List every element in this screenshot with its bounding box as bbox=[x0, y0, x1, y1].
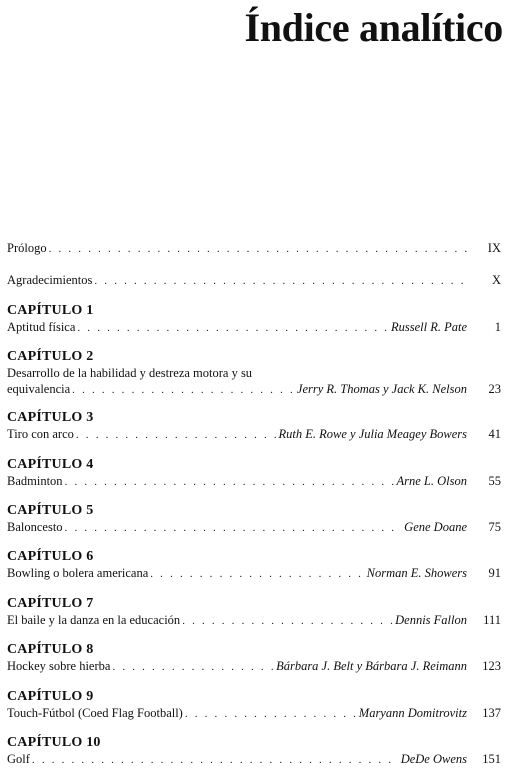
entry-title: Baloncesto bbox=[7, 520, 63, 534]
page-title: Índice analítico bbox=[244, 5, 503, 50]
entry-author: Maryann Domitrovitz bbox=[358, 706, 467, 720]
toc-entry-chapter-2[interactable] bbox=[7, 349, 501, 398]
toc-line bbox=[7, 705, 501, 722]
page-number: IX bbox=[487, 241, 501, 255]
entry-title: El baile y la danza en la educación bbox=[7, 613, 181, 627]
entry-title: Prólogo bbox=[7, 241, 47, 255]
toc-entry-chapter-7[interactable] bbox=[7, 596, 501, 629]
toc-line bbox=[7, 319, 501, 336]
chapter-heading: CAPÍTULO 10 bbox=[7, 735, 101, 750]
entry-title: Golf bbox=[7, 752, 30, 766]
dot-leader bbox=[182, 613, 393, 629]
chapter-heading: CAPÍTULO 9 bbox=[7, 689, 94, 704]
entry-title: Agradecimientos bbox=[7, 273, 93, 287]
entry-title: Tiro con arco bbox=[7, 427, 74, 441]
dot-leader bbox=[72, 382, 295, 398]
page-number: 91 bbox=[488, 566, 501, 580]
toc-line bbox=[7, 565, 501, 582]
page-number: 111 bbox=[483, 613, 501, 627]
toc-entry-chapter-10[interactable] bbox=[7, 735, 501, 768]
toc-entry-chapter-9[interactable] bbox=[7, 689, 501, 722]
entry-title-line: Desarrollo de la habilidad y destreza motora y su bbox=[7, 366, 253, 380]
chapter-heading: CAPÍTULO 6 bbox=[7, 549, 94, 564]
toc-line bbox=[7, 473, 501, 490]
entry-author: Jerry R. Thomas y Jack K. Nelson bbox=[296, 382, 467, 396]
chapter-heading: CAPÍTULO 2 bbox=[7, 349, 94, 364]
toc-entry-chapter-5[interactable] bbox=[7, 503, 501, 536]
chapter-heading: CAPÍTULO 1 bbox=[7, 303, 94, 318]
entry-title: Bowling o bolera americana bbox=[7, 566, 149, 580]
entry-author: Arne L. Olson bbox=[396, 474, 467, 488]
toc-entry-chapter-3[interactable] bbox=[7, 410, 501, 443]
toc-line bbox=[7, 381, 501, 398]
dot-leader bbox=[32, 752, 399, 768]
entry-author: Russell R. Pate bbox=[390, 320, 467, 334]
chapter-heading: CAPÍTULO 7 bbox=[7, 596, 94, 611]
dot-leader bbox=[65, 474, 395, 490]
toc-line bbox=[7, 272, 501, 289]
chapter-heading: CAPÍTULO 5 bbox=[7, 503, 94, 518]
toc-line bbox=[7, 658, 501, 675]
entry-title: Hockey sobre hierba bbox=[7, 659, 111, 673]
page-number: 55 bbox=[488, 474, 501, 488]
toc-line bbox=[7, 240, 501, 257]
toc-line bbox=[7, 426, 501, 443]
entry-author: Bárbara J. Belt y Bárbara J. Reimann bbox=[276, 659, 467, 673]
entry-author: Dennis Fallon bbox=[395, 613, 467, 627]
page-number: 23 bbox=[488, 382, 501, 396]
toc-line bbox=[7, 751, 501, 768]
dot-leader bbox=[76, 427, 277, 443]
chapter-heading: CAPÍTULO 4 bbox=[7, 457, 94, 472]
page-number: 1 bbox=[494, 320, 501, 334]
page-number: 41 bbox=[488, 427, 501, 441]
chapter-heading: CAPÍTULO 3 bbox=[7, 410, 94, 425]
toc-line bbox=[7, 612, 501, 629]
dot-leader bbox=[150, 566, 364, 582]
entry-author: DeDe Owens bbox=[400, 752, 467, 766]
toc-entry-chapter-1[interactable] bbox=[7, 303, 501, 336]
entry-title: Badminton bbox=[7, 474, 63, 488]
dot-leader bbox=[49, 241, 471, 257]
dot-leader bbox=[185, 706, 357, 722]
entry-title: equivalencia bbox=[7, 382, 71, 396]
page-number: 75 bbox=[488, 520, 501, 534]
entry-author: Norman E. Showers bbox=[366, 566, 467, 580]
toc-entry-prologo[interactable] bbox=[7, 240, 501, 257]
toc-line bbox=[7, 519, 501, 536]
toc-entry-chapter-8[interactable] bbox=[7, 642, 501, 675]
entry-author: Gene Doane bbox=[404, 520, 467, 534]
page-number: X bbox=[491, 273, 501, 287]
dot-leader bbox=[77, 320, 389, 336]
page-number: 137 bbox=[482, 706, 501, 720]
toc-entry-chapter-4[interactable] bbox=[7, 457, 501, 490]
toc-entry-agradecimientos[interactable] bbox=[7, 272, 501, 289]
dot-leader bbox=[112, 659, 274, 675]
page-number: 123 bbox=[482, 659, 501, 673]
toc-entry-chapter-6[interactable] bbox=[7, 549, 501, 582]
page-number: 151 bbox=[482, 752, 501, 766]
dot-leader bbox=[94, 273, 471, 289]
entry-author: Ruth E. Rowe y Julia Meagey Bowers bbox=[278, 427, 467, 441]
dot-leader bbox=[65, 520, 403, 536]
entry-title: Touch-Fútbol (Coed Flag Football) bbox=[7, 706, 183, 720]
chapter-heading: CAPÍTULO 8 bbox=[7, 642, 94, 657]
entry-title: Aptitud física bbox=[7, 320, 76, 334]
